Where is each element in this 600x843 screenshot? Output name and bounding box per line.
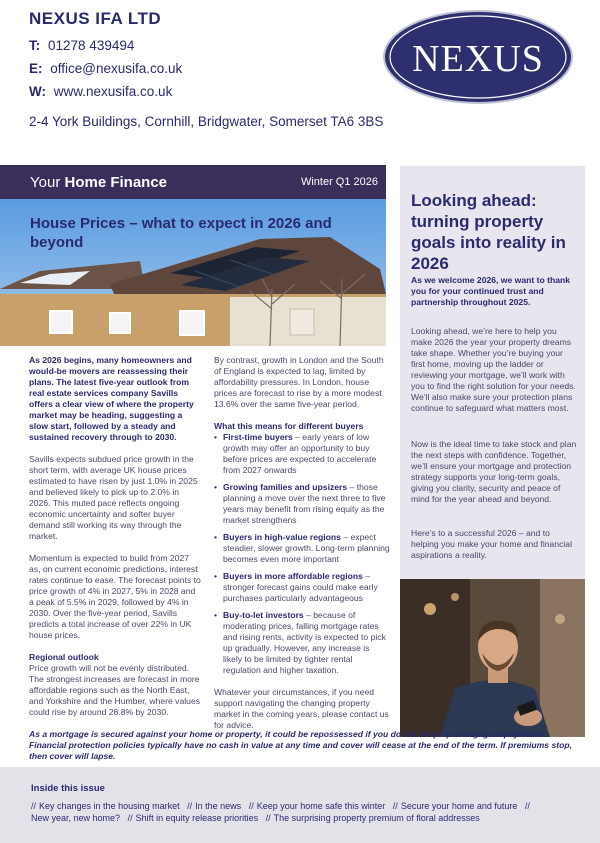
buyer-type-label: Buyers in high-value regions <box>223 532 341 542</box>
regional-outlook-heading: Regional outlook <box>29 652 99 662</box>
nexus-logo <box>382 8 574 106</box>
list-item <box>214 610 390 676</box>
company-name: NEXUS IFA LTD <box>29 9 162 28</box>
separator: // <box>248 801 254 811</box>
article-lead: As 2026 begins, many homeowners and would-be movers are reassessing their plans. The latest five-year outlook from real estate services company Savills offers a clear view of where the property market may be heading, suggesting a slow start, followed by a steady and sustained recovery through to 2030. <box>29 355 194 442</box>
sidebar-paragraph-1: Looking ahead, we’re here to help you make 2026 the year your property dreams take shape. Whether you’re buying your first home, moving up the ladder or reviewing your mortgage, we’ll work with you to find the right solution for your needs. We’ll also make sure your protection plans continue to safeguard what matters most. <box>411 326 576 413</box>
separator: // <box>265 813 271 823</box>
buyers-heading: What this means for different buyers <box>214 421 364 431</box>
list-item <box>214 571 390 604</box>
inside-this-issue-list <box>31 800 576 824</box>
man-with-phone-photo <box>400 579 585 737</box>
regulatory-disclaimer: As a mortgage is secured against your home or property, it could be repossessed if you do not keep up mortgage repayments. Financial protection policies typically have no cash in value at any time and cover will cease at the end of the term. If premiums stop, then cover will lapse. <box>29 729 572 761</box>
buyer-type-text: – expect steadier, slower growth. Long-term planning becomes even more important <box>223 532 390 564</box>
web-label: W: <box>29 84 46 99</box>
newsletter-banner <box>0 165 386 199</box>
issue-item[interactable]: In the news <box>195 801 242 811</box>
article-column-left <box>29 355 201 729</box>
sidebar-paragraph-2: Now is the ideal time to take stock and plan the next steps with confidence. Together, we’ll ensure your mortgage and protection strategy supports your long-term goals, giving you clarity, security and peace of mind for the year ahead and beyond. <box>411 439 577 504</box>
sidebar-paragraph-3: Here’s to a successful 2026 – and to helping you make your home and financial aspirations a reality. <box>411 528 572 560</box>
company-address: 2-4 York Buildings, Cornhill, Bridgwater, Somerset TA6 3BS <box>29 114 384 129</box>
separator: // <box>187 801 193 811</box>
buyers-list <box>214 432 390 676</box>
article-closing: Whatever your circumstances, if you need support navigating the changing property market in the coming years, please contact us for advice. <box>214 687 389 730</box>
sidebar-intro: As we welcome 2026, we want to thank you for your continued trust and partnership throughout 2025. <box>411 275 571 307</box>
issue-item[interactable]: Keep your home safe this winter <box>256 801 386 811</box>
article-paragraph-1: Savills expects subdued price growth in the short term, with average UK house prices estimated to have risen by just 1.0% in 2025 and believed likely to pick up to 2.0% in 2026. This muted pace reflects ongoing economic uncertainty and softer buyer demand still working its way through the market. <box>29 454 198 541</box>
list-item <box>214 432 390 476</box>
issue-item[interactable]: Secure your home and future <box>400 801 518 811</box>
email-address[interactable]: office@nexusifa.co.uk <box>50 61 183 76</box>
email-label: E: <box>29 61 43 76</box>
issue-item[interactable]: Shift in equity release priorities <box>135 813 259 823</box>
separator: // <box>127 813 133 823</box>
separator: // <box>31 801 37 811</box>
buyer-type-label: Buyers in more affordable regions <box>223 571 363 581</box>
buyer-type-label: First-time buyers <box>223 432 293 442</box>
article-headline: House Prices – what to expect in 2026 and beyond <box>30 215 332 251</box>
contact-website <box>29 84 172 99</box>
separator: // <box>392 801 398 811</box>
logo-text: NEXUS <box>412 38 544 80</box>
buyer-type-text: – stronger forecast gains could make early purchases particularly advantageous <box>223 571 378 603</box>
banner-title <box>30 174 167 191</box>
banner-title-bold: Home Finance <box>64 174 168 191</box>
article-column-right <box>214 355 390 742</box>
buyer-type-text: – because of moderating prices, falling mortgage rates and rising rents, activity is expected to pick up gradually. However, any increase is likely to be limited by tighter rental regulation and higher taxation. <box>223 610 386 675</box>
list-item <box>214 532 390 565</box>
article-paragraph-3: By contrast, growth in London and the South of England is expected to lag, limited by affordability pressures. In London, house prices are forecast to rise by a more modest 13.6% over the same five-year period. <box>214 355 384 409</box>
website-link[interactable]: www.nexusifa.co.uk <box>53 84 173 99</box>
inside-this-issue-title: Inside this issue <box>31 783 105 794</box>
article-paragraph-2: Momentum is expected to build from 2027 as, on current economic predictions, interest rates continue to ease. The forecast points to price growth of 4% in 2027, 5% in 2028 and a peak of 5.5% in 2029, followed by 4% in 2030. Over the five-year period, Savills predicts a total increase of over 22% in UK house prices. <box>29 553 201 640</box>
issue-item[interactable]: The surprising property premium of floral addresses <box>273 813 480 823</box>
phone-number[interactable]: 01278 439494 <box>48 38 135 53</box>
sidebar-title: Looking ahead: turning property goals into reality in 2026 <box>411 191 566 273</box>
phone-label: T: <box>29 38 41 53</box>
list-item <box>214 482 390 526</box>
buyer-type-text: – those planning a move over the next three to five years may benefit from rising equity as the market strengthens <box>223 482 386 525</box>
contact-email <box>29 61 182 76</box>
separator: // <box>524 801 530 811</box>
buyer-type-text: – early years of low growth may offer an opportunity to buy before prices are expected to accelerate from 2027 onwards <box>223 432 377 475</box>
buyer-type-label: Growing families and upsizers <box>223 482 348 492</box>
issue-item[interactable]: Key changes in the housing market <box>39 801 180 811</box>
regional-outlook-text: Price growth will not be evenly distributed. The strongest increases are forecast in more affordable regions such as the North East, and Yorkshire and the Humber, where values could rise by around 28.8% by 2030. <box>29 663 201 717</box>
buyer-type-label: Buy-to-let investors <box>223 610 304 620</box>
contact-phone <box>29 38 134 53</box>
banner-title-prefix: Your <box>30 174 61 191</box>
issue-item[interactable]: New year, new home? <box>31 813 121 823</box>
issue-date: Winter Q1 2026 <box>300 176 378 188</box>
